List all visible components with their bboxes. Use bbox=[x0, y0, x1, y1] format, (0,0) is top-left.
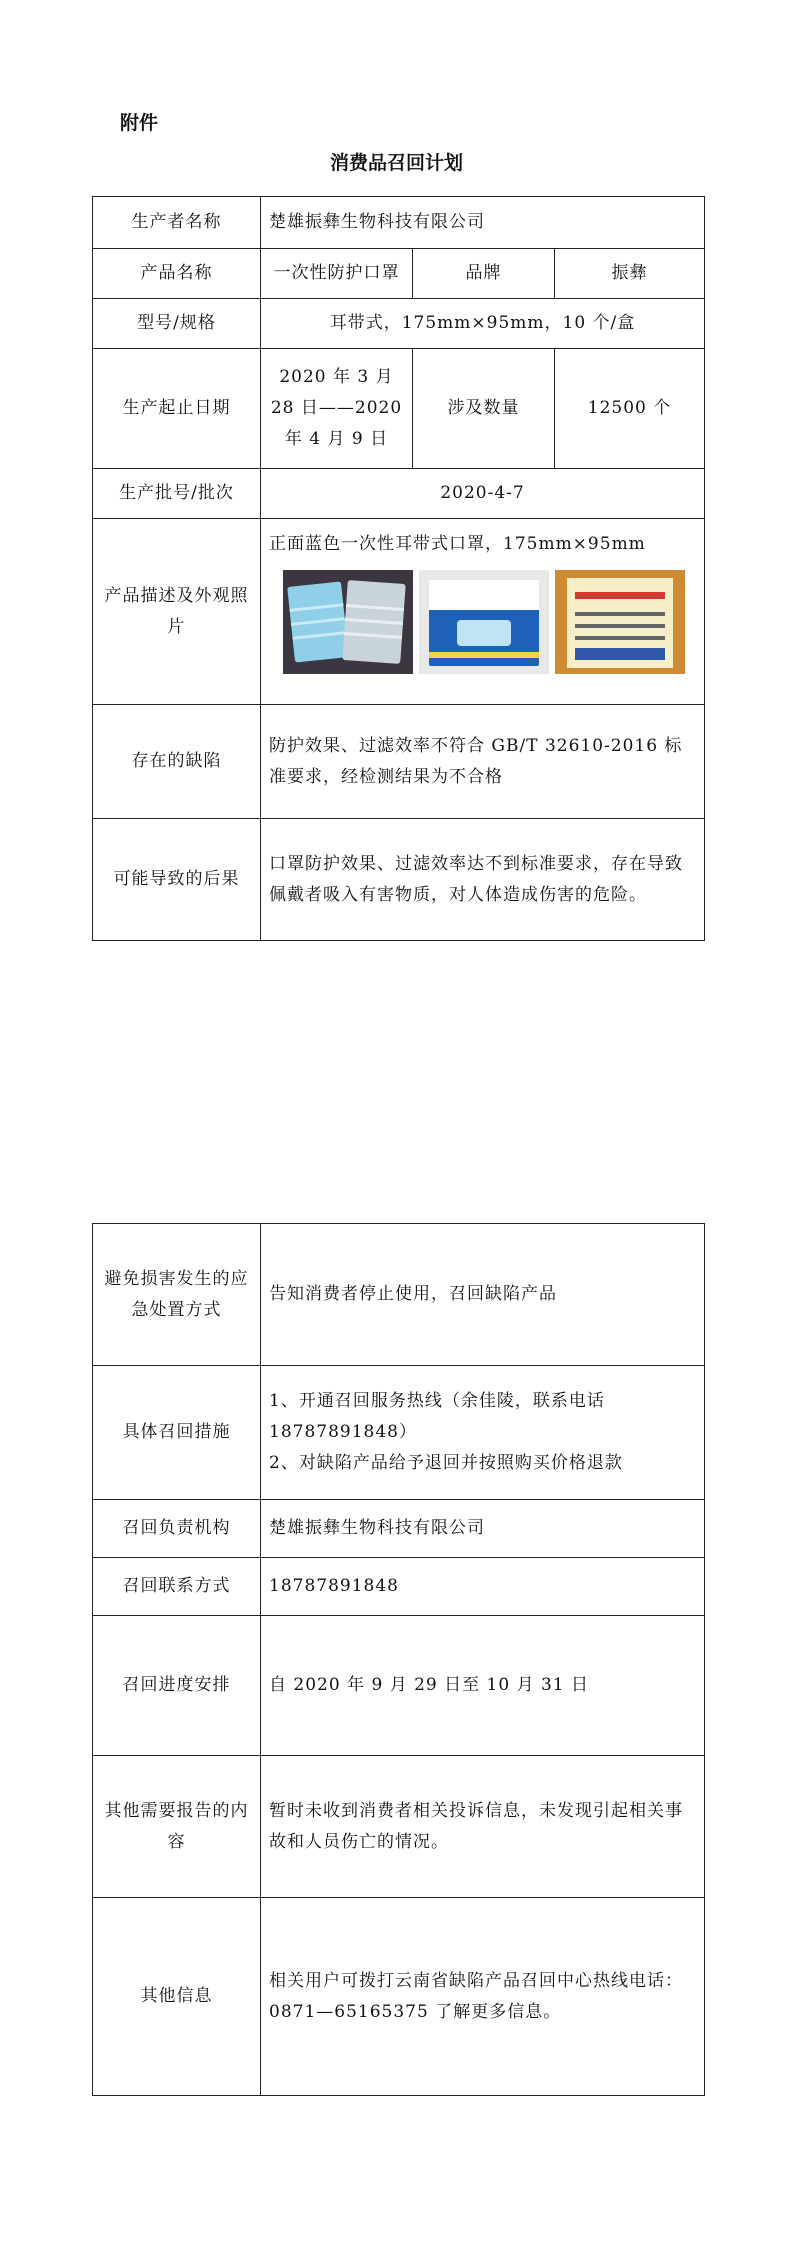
batch-value: 2020-4-7 bbox=[261, 469, 705, 519]
row-product bbox=[93, 249, 705, 299]
row-agency bbox=[93, 1500, 705, 1558]
consequence-value: 口罩防护效果、过滤效率达不到标准要求，存在导致佩戴者吸入有害物质，对人体造成伤害的危险。 bbox=[261, 819, 705, 941]
document-title: 消费品召回计划 bbox=[329, 152, 463, 174]
measures-label: 具体召回措施 bbox=[93, 1366, 261, 1500]
desc-cell bbox=[261, 519, 705, 705]
defect-value: 防护效果、过滤效率不符合 GB/T 32610-2016 标准要求，经检测结果为不合格 bbox=[261, 705, 705, 819]
recall-plan-table-1 bbox=[92, 196, 705, 941]
measures-line-1: 1、开通召回服务热线（余佳陵，联系电话 18787891848） bbox=[269, 1391, 605, 1442]
date-value: 2020 年 3 月 28 日——2020 年 4 月 9 日 bbox=[261, 349, 413, 469]
model-label: 型号/规格 bbox=[93, 299, 261, 349]
desc-value: 正面蓝色一次性耳带式口罩，175mm×95mm bbox=[269, 534, 646, 554]
consequence-label: 可能导致的后果 bbox=[93, 819, 261, 941]
contact-value: 18787891848 bbox=[261, 1558, 705, 1616]
date-label: 生产起止日期 bbox=[93, 349, 261, 469]
row-model bbox=[93, 299, 705, 349]
desc-label: 产品描述及外观照片 bbox=[93, 519, 261, 705]
emergency-label: 避免损害发生的应急处置方式 bbox=[93, 1224, 261, 1366]
row-date bbox=[93, 349, 705, 469]
producer-value: 楚雄振彝生物科技有限公司 bbox=[261, 197, 705, 249]
emergency-value: 告知消费者停止使用，召回缺陷产品 bbox=[261, 1224, 705, 1366]
product-value: 一次性防护口罩 bbox=[261, 249, 413, 299]
brand-value: 振彝 bbox=[555, 249, 705, 299]
qty-label: 涉及数量 bbox=[413, 349, 555, 469]
product-label: 产品名称 bbox=[93, 249, 261, 299]
report-label: 其他需要报告的内容 bbox=[93, 1756, 261, 1898]
row-schedule bbox=[93, 1616, 705, 1756]
batch-label: 生产批号/批次 bbox=[93, 469, 261, 519]
row-emergency bbox=[93, 1224, 705, 1366]
measures-cell bbox=[261, 1366, 705, 1500]
schedule-label: 召回进度安排 bbox=[93, 1616, 261, 1756]
row-other bbox=[93, 1898, 705, 2096]
model-value: 耳带式，175mm×95mm，10 个/盒 bbox=[261, 299, 705, 349]
report-value: 暂时未收到消费者相关投诉信息，未发现引起相关事故和人员伤亡的情况。 bbox=[261, 1756, 705, 1898]
row-defect bbox=[93, 705, 705, 819]
contact-label: 召回联系方式 bbox=[93, 1558, 261, 1616]
row-consequence bbox=[93, 819, 705, 941]
other-label: 其他信息 bbox=[93, 1898, 261, 2096]
product-photos bbox=[283, 570, 685, 674]
defect-label: 存在的缺陷 bbox=[93, 705, 261, 819]
row-report bbox=[93, 1756, 705, 1898]
brand-label: 品牌 bbox=[413, 249, 555, 299]
row-description bbox=[93, 519, 705, 705]
mask-photo bbox=[283, 570, 413, 674]
recall-plan-table-2 bbox=[92, 1223, 705, 2096]
agency-label: 召回负责机构 bbox=[93, 1500, 261, 1558]
other-value: 相关用户可拨打云南省缺陷产品召回中心热线电话：0871—65165375 了解更多信息。 bbox=[261, 1898, 705, 2096]
row-contact bbox=[93, 1558, 705, 1616]
agency-value: 楚雄振彝生物科技有限公司 bbox=[261, 1500, 705, 1558]
measures-line-2: 2、对缺陷产品给予退回并按照购买价格退款 bbox=[269, 1453, 623, 1473]
row-measures bbox=[93, 1366, 705, 1500]
qty-value: 12500 个 bbox=[555, 349, 705, 469]
box-back-photo bbox=[555, 570, 685, 674]
row-producer bbox=[93, 197, 705, 249]
schedule-value: 自 2020 年 9 月 29 日至 10 月 31 日 bbox=[261, 1616, 705, 1756]
row-batch bbox=[93, 469, 705, 519]
producer-label: 生产者名称 bbox=[93, 197, 261, 249]
attachment-label: 附件 bbox=[120, 112, 159, 134]
box-front-photo bbox=[419, 570, 549, 674]
